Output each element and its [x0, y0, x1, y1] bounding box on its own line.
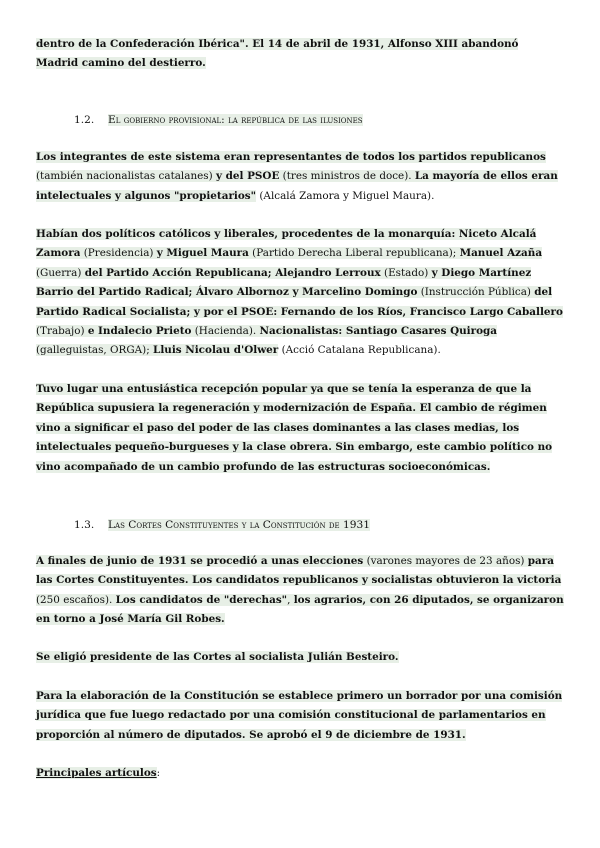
bold-text: Para la elaboración de la Constitución se establece primero un borrador por una comisión jurídica que fue luego redactado por una comisión constitucional de parlamentarios en proporción al número de diputados. Se aprobó el 9 de diciembre de 1931.	[36, 690, 563, 741]
bold-text: los agrarios, con 26 diputados, se organizaron en torno a José María Gil Robes.	[36, 593, 564, 626]
section-heading-1-2	[74, 111, 363, 129]
plain-text: (Trabajo)	[36, 325, 88, 338]
bold-text: Habían dos políticos católicos y liberales, procedentes de la monarquía: Niceto Alcalá Zamora	[36, 228, 537, 260]
plain-text: (varones mayores de 23 años)	[363, 555, 528, 567]
bold-text: Lluis Nicolau d'Olwer	[153, 344, 279, 357]
paragraph-politicos	[36, 225, 564, 361]
section-title: Las Cortes Constituyentes y la Constitución de 1931	[108, 519, 370, 531]
plain-text: (también nacionalistas catalanes)	[36, 170, 216, 183]
plain-text: (Acció Catalana Republicana).	[278, 344, 441, 357]
bold-text: y Miguel Maura	[156, 247, 249, 260]
plain-text: (Instrucción Pública)	[417, 286, 535, 299]
section-heading-1-3	[74, 516, 370, 534]
bold-text: del Partido Radical Socialista; y por el PSOE: Fernando de los Ríos, Francisco Largo Caballero	[36, 286, 563, 318]
plain-text: (Hacienda).	[191, 325, 260, 338]
underlined-bold-text: Principales artículos	[36, 767, 157, 779]
paragraph-constitucion	[36, 687, 564, 745]
paragraph-presidente	[36, 648, 564, 667]
bold-text: para las Cortes Constituyentes. Los candidatos republicanos y socialistas obtuvieron la victoria	[36, 555, 562, 587]
bold-text: Manuel Azaña	[459, 247, 543, 260]
bold-text: dentro de la Confederación Ibérica". El 14 de abril de 1931, Alfonso XIII abandonó Madrid camino del destierro.	[36, 38, 519, 70]
plain-text: (Presidencia)	[80, 247, 157, 260]
bold-text: y Diego Martínez Barrio del Partido Radical; Álvaro Albornoz y Marcelino Domingo	[36, 266, 532, 299]
plain-text: (Partido Derecha Liberal republicana);	[248, 247, 460, 260]
plain-text: (tres ministros de doce).	[279, 170, 415, 183]
bold-text: Los candidatos de "derechas"	[115, 593, 288, 606]
bold-text: Nacionalistas: Santiago Casares Quiroga	[259, 325, 498, 338]
paragraph-integrantes	[36, 148, 564, 206]
plain-text: (Alcalá Zamora y Miguel Maura).	[256, 189, 435, 202]
paragraph-intro	[36, 35, 564, 74]
section-title: El gobierno provisional: la república de las ilusiones	[108, 114, 363, 126]
bold-text: Se eligió presidente de las Cortes al socialista Julián Besteiro.	[36, 651, 399, 663]
bold-text: A finales de junio de 1931 se procedió a unas elecciones	[36, 555, 364, 567]
plain-text: (Guerra)	[36, 266, 85, 279]
plain-text: (250 escaños).	[36, 593, 116, 606]
plain-text: (Estado)	[380, 266, 432, 279]
plain-text: ,	[287, 593, 294, 606]
plain-text: (galleguistas, ORGA);	[36, 344, 154, 357]
bold-text: e Indalecio Prieto	[87, 325, 192, 338]
bold-text: Tuvo lugar una entusiástica recepción popular ya que se tenía la esperanza de que la República supusiera la regeneración y modernización de España. El cambio de régimen vino a significar el paso del poder de las clases dominantes a las clases medias, los intelectuales pequeño-burgueses y la clase obrera. Sin embargo, este cambio político no vino acompañado de un cambio profundo de las estructuras socioeconómicas.	[36, 383, 553, 473]
bold-text: del Partido Acción Republicana; Alejandro Lerroux	[84, 266, 381, 279]
plain-text: :	[156, 767, 161, 779]
paragraph-recepcion	[36, 380, 564, 477]
section-number: 1.2.	[74, 114, 95, 126]
section-number: 1.3.	[74, 519, 95, 531]
paragraph-articulos	[36, 764, 564, 783]
bold-text: Los integrantes de este sistema eran representantes de todos los partidos republicanos	[36, 151, 546, 163]
bold-text: La mayoría de ellos eran intelectuales y algunos "propietarios"	[36, 170, 558, 202]
paragraph-elecciones	[36, 552, 564, 630]
bold-text: y del PSOE	[215, 170, 280, 183]
